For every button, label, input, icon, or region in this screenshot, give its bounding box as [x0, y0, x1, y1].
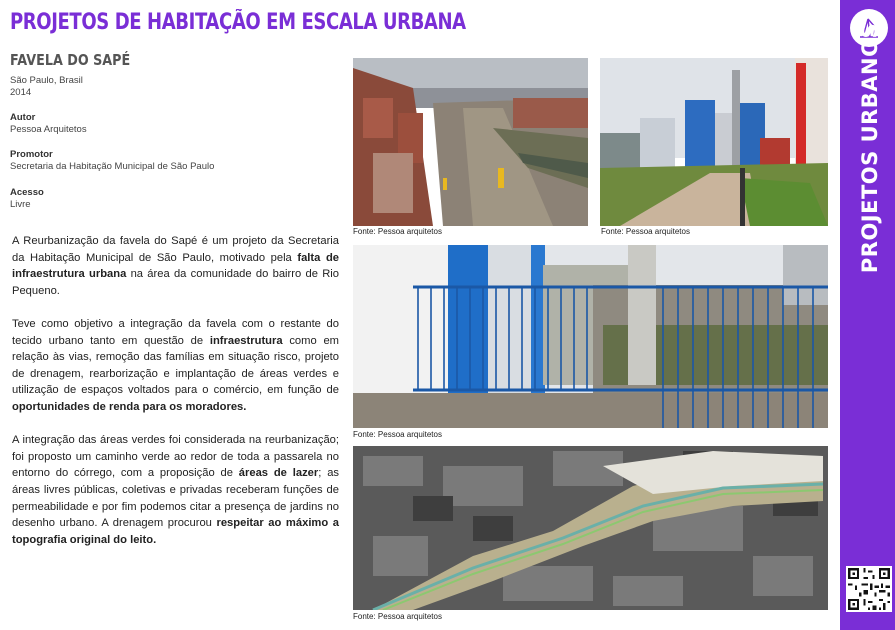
promoter-value: Secretaria da Habitação Municipal de São Paulo — [10, 161, 215, 172]
text-run: A Reurbanização da favela do Sapé é um projeto da Secretaria da Habitação Municipal de São Paulo, motivado pela — [12, 235, 339, 264]
housing-blocks-photo — [600, 58, 828, 226]
promoter-block — [10, 149, 340, 173]
emphasis: oportunidades de renda para os moradores. — [12, 400, 247, 413]
paragraph-3 — [12, 432, 339, 548]
description-text — [12, 233, 339, 565]
access-block — [10, 187, 340, 211]
project-name: FAVELA DO SAPÉ — [10, 51, 131, 69]
access-label: Acesso — [10, 187, 44, 198]
promoter-label: Promotor — [10, 149, 53, 160]
vertical-title: PROJETOS URBANOS — [858, 22, 882, 274]
text-run: como em relação às vias, remoção das famílias em situação risco, projeto de drenagem, rearborização e implantação de áreas verdes e utilização de espaços voltados para o comércio, em função de — [12, 334, 339, 397]
favela-canal-photo — [353, 58, 588, 226]
photo-caption: Fonte: Pessoa arquitetos — [353, 612, 442, 621]
photo-caption: Fonte: Pessoa arquitetos — [353, 430, 442, 439]
location-block — [10, 75, 340, 99]
text-run: na área da comunidade do bairro de Rio Pequeno. — [12, 268, 339, 297]
photo-caption: Fonte: Pessoa arquitetos — [353, 227, 442, 236]
author-block — [10, 112, 340, 136]
access-value: Livre — [10, 199, 31, 210]
text-run: A integração das áreas verdes foi considerada na reurbanização; foi proposto um caminho verde ao redor de toda a passarela no entorno do córrego, com a proposição de — [12, 434, 339, 480]
paragraph-2 — [12, 316, 339, 416]
author-value: Pessoa Arquitetos — [10, 124, 87, 135]
author-label: Autor — [10, 112, 36, 123]
photo-caption: Fonte: Pessoa arquitetos — [601, 227, 690, 236]
year: 2014 — [10, 87, 32, 98]
emphasis: áreas de lazer — [238, 467, 319, 480]
location: São Paulo, Brasil — [10, 75, 83, 86]
text-run: ; as áreas livres públicas, coletivas e privadas receberam funções de permeabilidade e por fim podemos citar a presença de jardins no desenho urbano. A drenagem procurou — [12, 467, 340, 530]
emphasis: falta de infraestrutura urbana — [12, 251, 340, 281]
paragraph-1 — [12, 233, 339, 299]
emphasis: respeitar ao máximo a topografia original do leito. — [12, 517, 339, 546]
emphasis: infraestrutura — [209, 334, 283, 347]
text-run: Teve como objetivo a integração da favela com o restante do tecido urbano tanto em questão de — [12, 317, 339, 347]
page-title: PROJETOS DE HABITAÇÃO EM ESCALA URBANA — [10, 10, 466, 35]
aerial-site-plan — [353, 446, 828, 610]
qr-code-icon[interactable] — [846, 566, 892, 612]
balcony-view-photo — [353, 245, 828, 428]
